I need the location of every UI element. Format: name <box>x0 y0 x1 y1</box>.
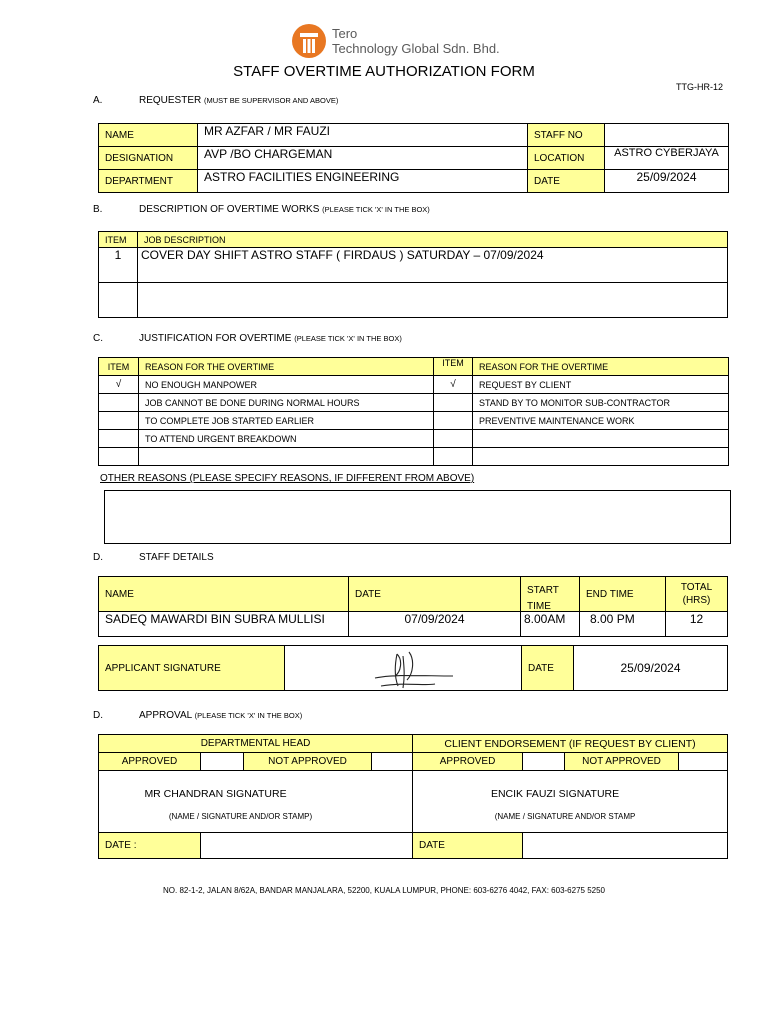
location-label: LOCATION <box>528 147 605 170</box>
staff-no-field[interactable] <box>605 124 729 147</box>
section-a-title: REQUESTER <box>139 95 202 106</box>
other-reasons-label: OTHER REASONS (PLEASE SPECIFY REASONS, IF DIFFERENT FROM ABOVE) <box>100 473 475 484</box>
start-time-header: START TIME <box>521 577 580 612</box>
reason-label: TO COMPLETE JOB STARTED EARLIER <box>139 412 434 430</box>
other-reasons-field[interactable] <box>104 490 731 544</box>
form-title: STAFF OVERTIME AUTHORIZATION FORM <box>233 63 535 80</box>
client-signature-note: (NAME / SIGNATURE AND/OR STAMP <box>494 812 636 821</box>
requester-table <box>98 123 729 193</box>
reason-checkbox[interactable] <box>99 412 139 430</box>
location-field[interactable]: ASTRO CYBERJAYA <box>605 147 729 170</box>
total-header-line2: (HRS) <box>682 595 711 606</box>
reason-checkbox[interactable] <box>99 430 139 448</box>
reason-label: PREVENTIVE MAINTENANCE WORK <box>473 412 729 430</box>
start-time-field[interactable]: 8.00AM <box>521 612 580 637</box>
designation-field[interactable]: AVP /BO CHARGEMAN <box>198 147 528 170</box>
dept-not-approved-label: NOT APPROVED <box>244 753 372 771</box>
section-a-heading <box>139 95 338 106</box>
dept-signature-field[interactable] <box>99 771 413 833</box>
client-not-approved-label: NOT APPROVED <box>565 753 679 771</box>
staff-date-header: DATE <box>349 577 521 612</box>
section-a-letter: A. <box>93 95 103 106</box>
dept-approved-checkbox[interactable] <box>201 753 244 771</box>
section-c-title: JUSTIFICATION FOR OVERTIME <box>139 333 292 344</box>
dept-not-approved-checkbox[interactable] <box>372 753 413 771</box>
reason-checkbox[interactable] <box>99 394 139 412</box>
reason-label <box>139 448 434 466</box>
job-item-number: 1 <box>99 248 138 283</box>
client-date-label: DATE <box>413 833 523 859</box>
reason-checkbox[interactable] <box>434 430 473 448</box>
form-code: TTG-HR-12 <box>676 82 723 92</box>
section-b-letter: B. <box>93 204 103 215</box>
section-b-title: DESCRIPTION OF OVERTIME WORKS <box>139 204 320 215</box>
justification-table <box>98 357 729 466</box>
client-approved-checkbox[interactable] <box>523 753 565 771</box>
reason-checkbox[interactable] <box>434 412 473 430</box>
reason-checkbox[interactable]: √ <box>434 376 473 394</box>
client-date-field[interactable] <box>523 833 728 859</box>
section-d-title: STAFF DETAILS <box>139 552 214 563</box>
staff-name-header: NAME <box>99 577 349 612</box>
dept-date-field[interactable] <box>201 833 413 859</box>
job-description-field[interactable] <box>138 283 728 318</box>
departmental-head-header: DEPARTMENTAL HEAD <box>99 735 413 753</box>
section-c-note: (PLEASE TICK 'X' IN THE BOX) <box>294 334 402 343</box>
section-b-heading <box>139 204 430 215</box>
item-header-right: ITEM <box>434 358 473 376</box>
department-field[interactable]: ASTRO FACILITIES ENGINEERING <box>198 170 528 193</box>
staff-date-field[interactable]: 07/09/2024 <box>349 612 521 637</box>
approval-letter: D. <box>93 710 103 721</box>
reason-checkbox[interactable] <box>99 448 139 466</box>
reason-label <box>473 448 729 466</box>
reason-label: NO ENOUGH MANPOWER <box>139 376 434 394</box>
staff-details-table <box>98 576 728 637</box>
end-time-header: END TIME <box>580 577 666 612</box>
reason-label: STAND BY TO MONITOR SUB-CONTRACTOR <box>473 394 729 412</box>
date-label: DATE <box>528 170 605 193</box>
job-description-field[interactable]: COVER DAY SHIFT ASTRO STAFF ( FIRDAUS ) SATURDAY – 07/09/2024 <box>138 248 728 283</box>
reason-checkbox[interactable] <box>434 394 473 412</box>
company-address: NO. 82-1-2, JALAN 8/62A, BANDAR MANJALARA, 52200, KUALA LUMPUR, PHONE: 603-6276 4042, FAX: 603-6275 5250 <box>163 886 605 895</box>
job-item-number <box>99 283 138 318</box>
reason-header-left: REASON FOR THE OVERTIME <box>139 358 434 376</box>
dept-approved-label: APPROVED <box>99 753 201 771</box>
client-not-approved-checkbox[interactable] <box>679 753 728 771</box>
client-signature-field[interactable] <box>413 771 728 833</box>
reason-label <box>473 430 729 448</box>
total-hours-header <box>666 577 728 612</box>
applicant-signature-label: APPLICANT SIGNATURE <box>99 646 285 691</box>
company-name-line2: Technology Global Sdn. Bhd. <box>332 41 500 56</box>
client-endorsement-header: CLIENT ENDORSEMENT (IF REQUEST BY CLIENT) <box>413 735 728 753</box>
item-header-left: ITEM <box>99 358 139 376</box>
section-c-heading <box>139 333 402 344</box>
dept-signature-name: MR CHANDRAN SIGNATURE <box>144 788 287 800</box>
section-b-note: (PLEASE TICK 'X' IN THE BOX) <box>322 205 430 214</box>
job-description-table <box>98 231 728 318</box>
job-description-header: JOB DESCRIPTION <box>138 232 728 248</box>
staff-no-label: STAFF NO <box>528 124 605 147</box>
section-d-letter: D. <box>93 552 103 563</box>
client-approved-label: APPROVED <box>413 753 523 771</box>
client-signature-name: ENCIK FAUZI SIGNATURE <box>490 788 620 800</box>
reason-checkbox[interactable] <box>434 448 473 466</box>
logo-t-icon <box>300 33 318 53</box>
applicant-date-label: DATE <box>522 646 574 691</box>
name-field[interactable]: MR AZFAR / MR FAUZI <box>198 124 528 147</box>
section-a-note: (MUST BE SUPERVISOR AND ABOVE) <box>204 96 339 105</box>
approval-table <box>98 734 728 859</box>
reason-label: TO ATTEND URGENT BREAKDOWN <box>139 430 434 448</box>
applicant-date-field[interactable]: 25/09/2024 <box>574 646 728 691</box>
staff-name-field[interactable]: SADEQ MAWARDI BIN SUBRA MULLISI <box>99 612 349 637</box>
end-time-field[interactable]: 8.00 PM <box>580 612 666 637</box>
dept-signature-note: (NAME / SIGNATURE AND/OR STAMP) <box>168 812 313 821</box>
item-header: ITEM <box>99 232 138 248</box>
applicant-signature-table <box>98 645 728 691</box>
reason-label: REQUEST BY CLIENT <box>473 376 729 394</box>
dept-date-label: DATE : <box>99 833 201 859</box>
approval-title: APPROVAL <box>139 710 192 721</box>
approval-heading <box>139 710 302 721</box>
total-hours-field[interactable]: 12 <box>666 612 728 637</box>
reason-label: JOB CANNOT BE DONE DURING NORMAL HOURS <box>139 394 434 412</box>
date-field[interactable]: 25/09/2024 <box>605 170 729 193</box>
department-label: DEPARTMENT <box>99 170 198 193</box>
designation-label: DESIGNATION <box>99 147 198 170</box>
reason-header-right: REASON FOR THE OVERTIME <box>473 358 729 376</box>
applicant-signature-field[interactable] <box>285 646 522 691</box>
section-c-letter: C. <box>93 333 103 344</box>
signature-image <box>285 646 522 690</box>
reason-checkbox[interactable]: √ <box>99 376 139 394</box>
total-header-line1: TOTAL <box>680 582 713 593</box>
name-label: NAME <box>99 124 198 147</box>
company-name-line1: Tero <box>332 26 358 41</box>
approval-note: (PLEASE TICK 'X' IN THE BOX) <box>194 711 303 720</box>
